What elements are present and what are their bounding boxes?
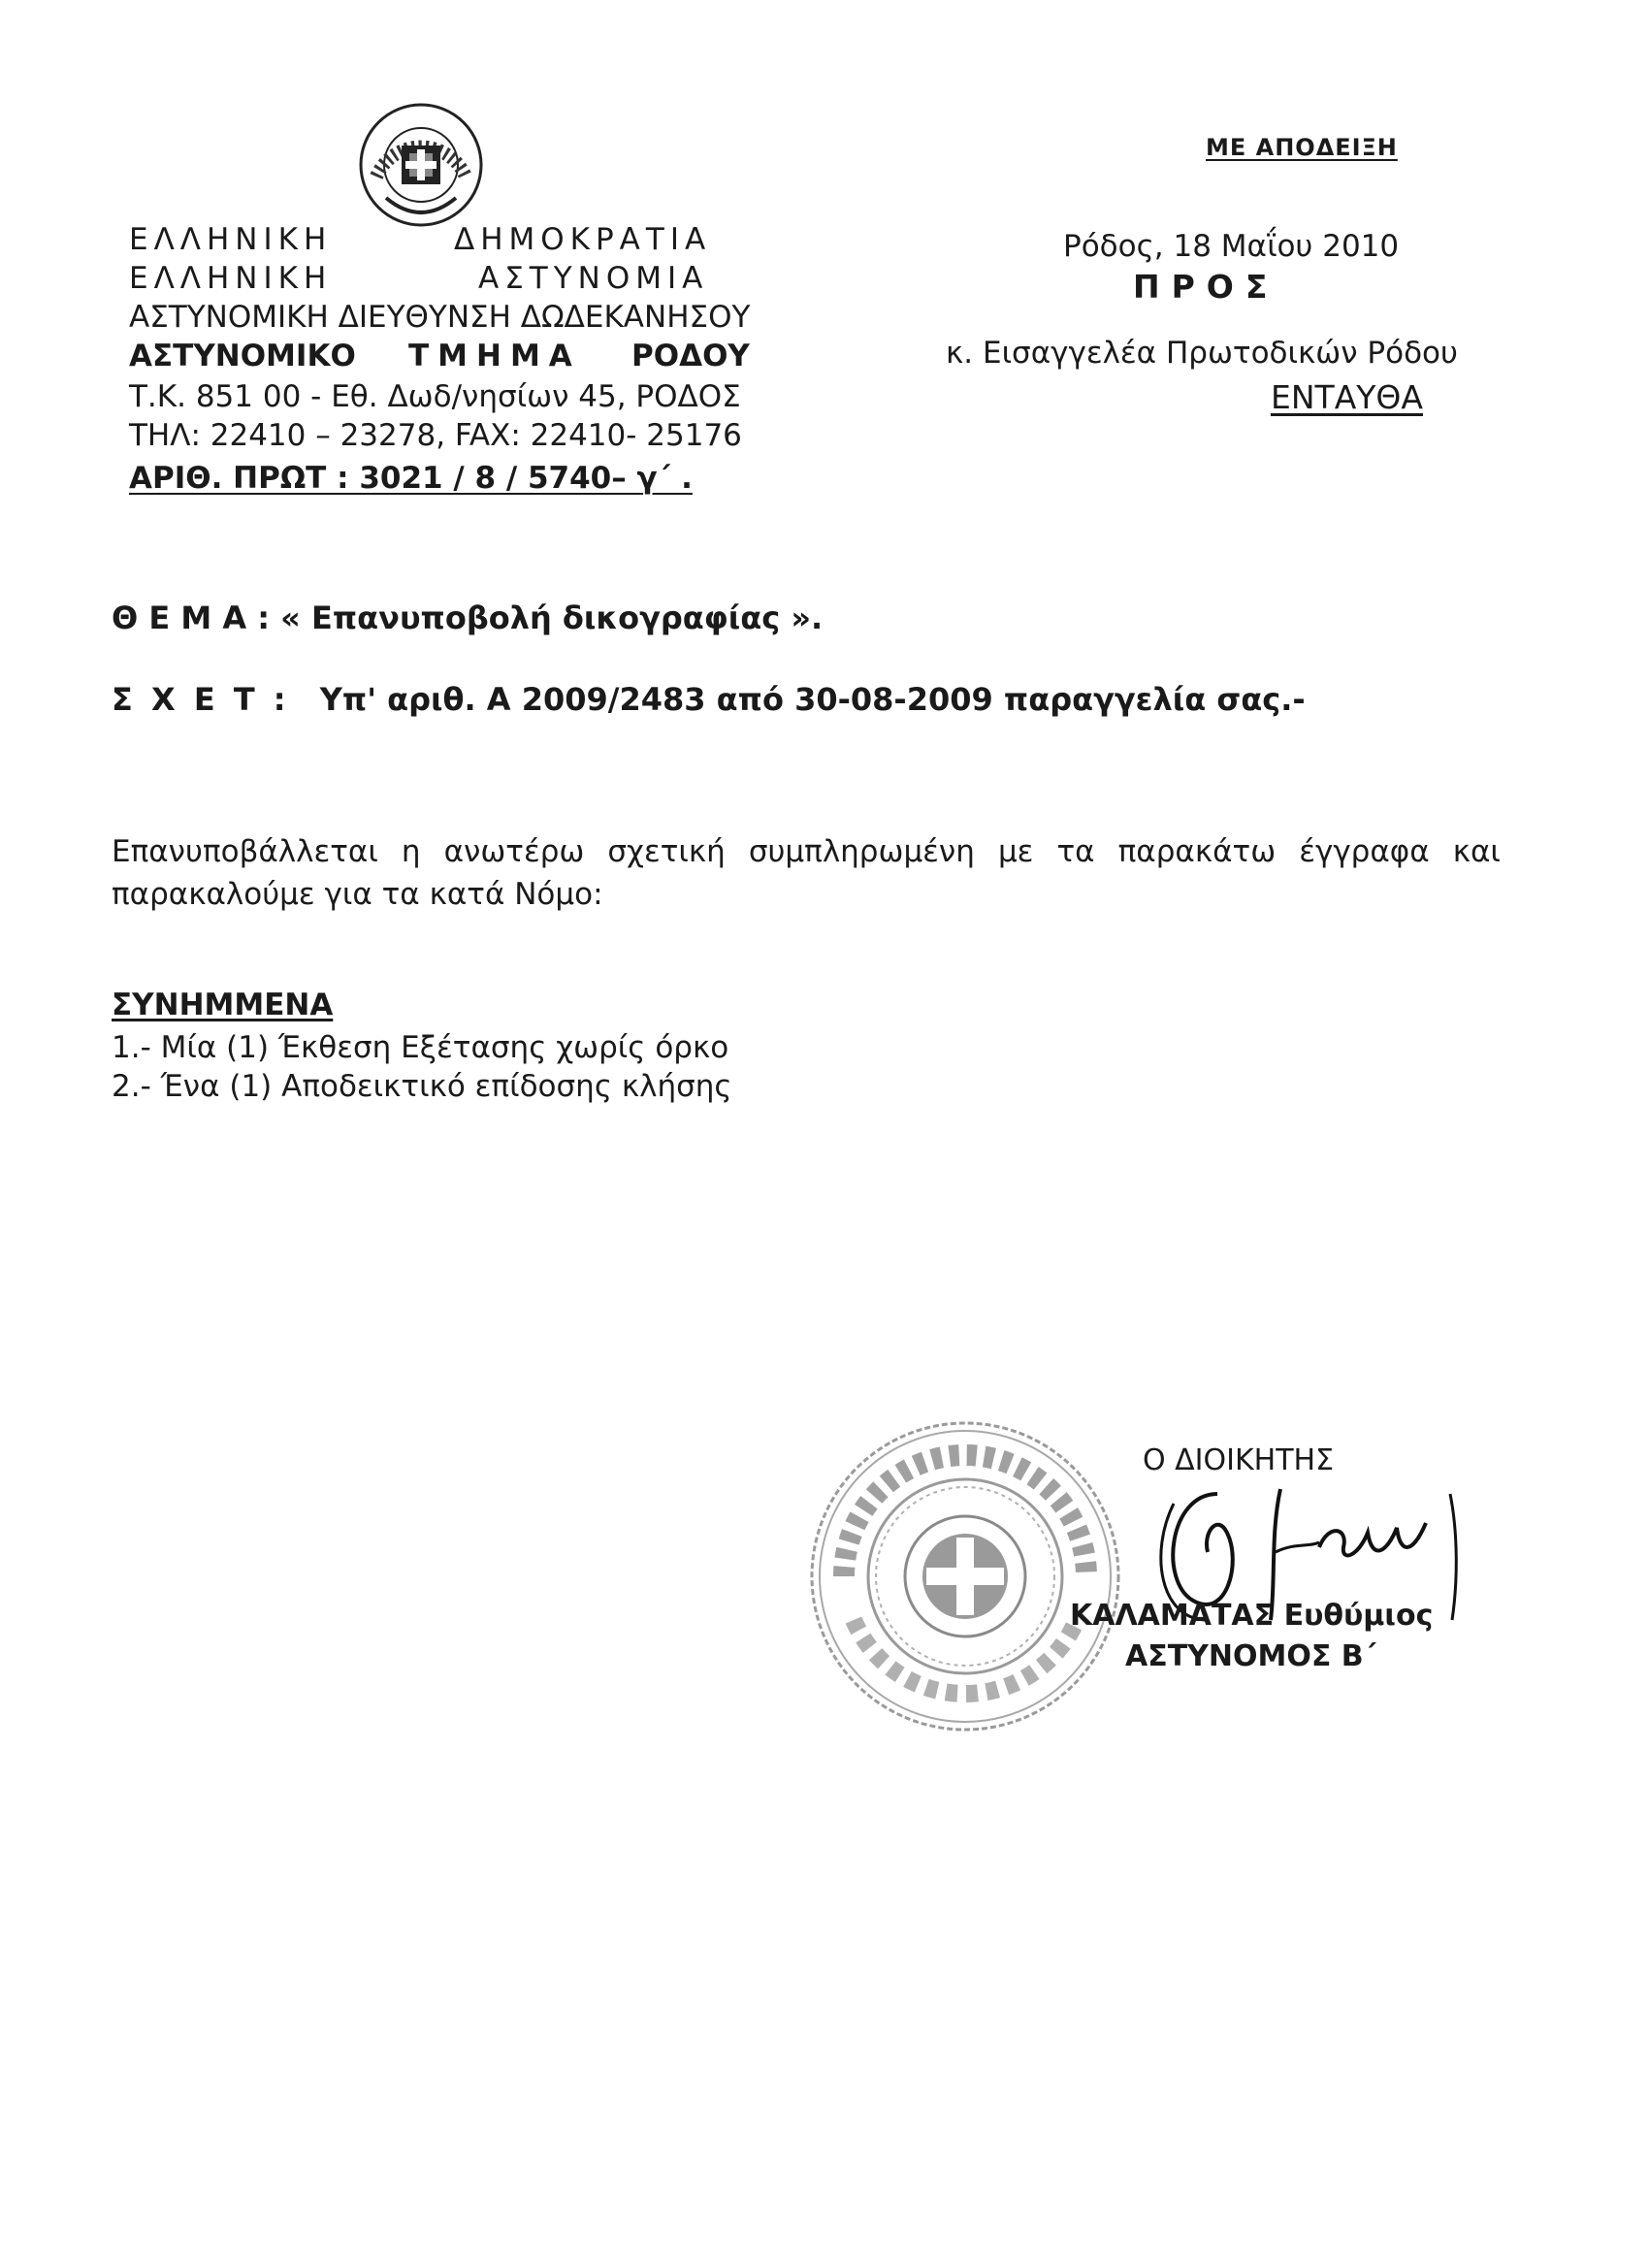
reference-text: Υπ' αριθ. Α 2009/2483 από 30-08-2009 παραγγελία σας.-	[319, 681, 1306, 718]
org-line2-right: ΑΣΤΥΝΟΜΙΑ	[478, 261, 709, 296]
directorate: ΑΣΤΥΝΟΜΙΚΗ ΔΙΕΥΘΥΝΣΗ ΔΩΔΕΚΑΝΗΣΟΥ	[129, 300, 751, 335]
org-line-1	[129, 223, 750, 256]
recipient: κ. Εισαγγελέα Πρωτοδικών Ρόδου	[946, 336, 1458, 371]
reference-line	[112, 681, 1306, 718]
official-stamp-icon	[805, 1416, 1125, 1736]
greek-police-emblem-icon	[357, 101, 485, 229]
subject-label: Θ Ε Μ Α :	[112, 599, 271, 636]
signatory-name: ΚΑΛΑΜΑΤΑΣ Ευθύμιος	[1070, 1599, 1434, 1633]
attachment-item: 1.- Μία (1) Έκθεση Εξέτασης χωρίς όρκο	[112, 1030, 729, 1065]
body-word: με	[997, 834, 1034, 869]
body-line-1	[112, 834, 1501, 869]
subject-text: « Επανυποβολή δικογραφίας ».	[280, 599, 824, 636]
org-line1-right: ΔΗΜΟΚΡΑΤΙΑ	[454, 222, 712, 257]
org-line1-left: ΕΛΛΗΝΙΚΗ	[129, 222, 333, 257]
attachment-item: 2.- Ένα (1) Αποδεικτικό επίδοσης κλήσης	[112, 1069, 732, 1104]
department-right: ΡΟΔΟΥ	[631, 339, 750, 373]
date-line: Ρόδος, 18 Μαΐου 2010	[1063, 229, 1400, 264]
department-left: ΑΣΤΥΝΟΜΙΚΟ	[129, 339, 356, 373]
subject-line	[112, 599, 823, 636]
phone-fax: ΤΗΛ: 22410 – 23278, FAX: 22410- 25176	[129, 418, 742, 453]
body-word: συμπληρωμένη	[748, 834, 975, 869]
body-word: ανωτέρω	[443, 834, 585, 869]
body-word: και	[1452, 834, 1501, 869]
signature-role: Ο ΔΙΟΙΚΗΤΗΣ	[1143, 1443, 1335, 1477]
recipient-location: ΕΝΤΑΥΘΑ	[1271, 378, 1423, 416]
attachments-title: ΣΥΝΗΜΜΕΝΑ	[112, 988, 334, 1022]
department-mid: ΤΜΗΜΑ	[408, 339, 581, 373]
protocol-number: ΑΡΙΘ. ΠΡΩΤ : 3021 / 8 / 5740– γ΄ .	[129, 461, 693, 496]
org-line2-left: ΕΛΛΗΝΙΚΗ	[129, 261, 333, 296]
body-word: τα	[1056, 834, 1095, 869]
body-word: σχετική	[607, 834, 726, 869]
department-line	[129, 340, 750, 373]
address: Τ.Κ. 851 00 - Εθ. Δωδ/νησίων 45, ΡΟΔΟΣ	[129, 379, 741, 414]
body-word: Επανυποβάλλεται	[112, 834, 378, 869]
reference-label: Σ Χ Ε Τ :	[112, 681, 290, 718]
delivery-note: ΜΕ ΑΠΟΔΕΙΞΗ	[1206, 134, 1398, 161]
body-word: έγγραφα	[1299, 834, 1430, 869]
org-line-2	[129, 262, 750, 295]
body-word: παρακάτω	[1117, 834, 1277, 869]
body-word: η	[401, 834, 421, 869]
to-label: ΠΡΟΣ	[1133, 268, 1279, 306]
body-line-2: παρακαλούμε για τα κατά Νόμο:	[112, 877, 603, 912]
signatory-rank: ΑΣΤΥΝΟΜΟΣ Β΄	[1125, 1639, 1376, 1673]
